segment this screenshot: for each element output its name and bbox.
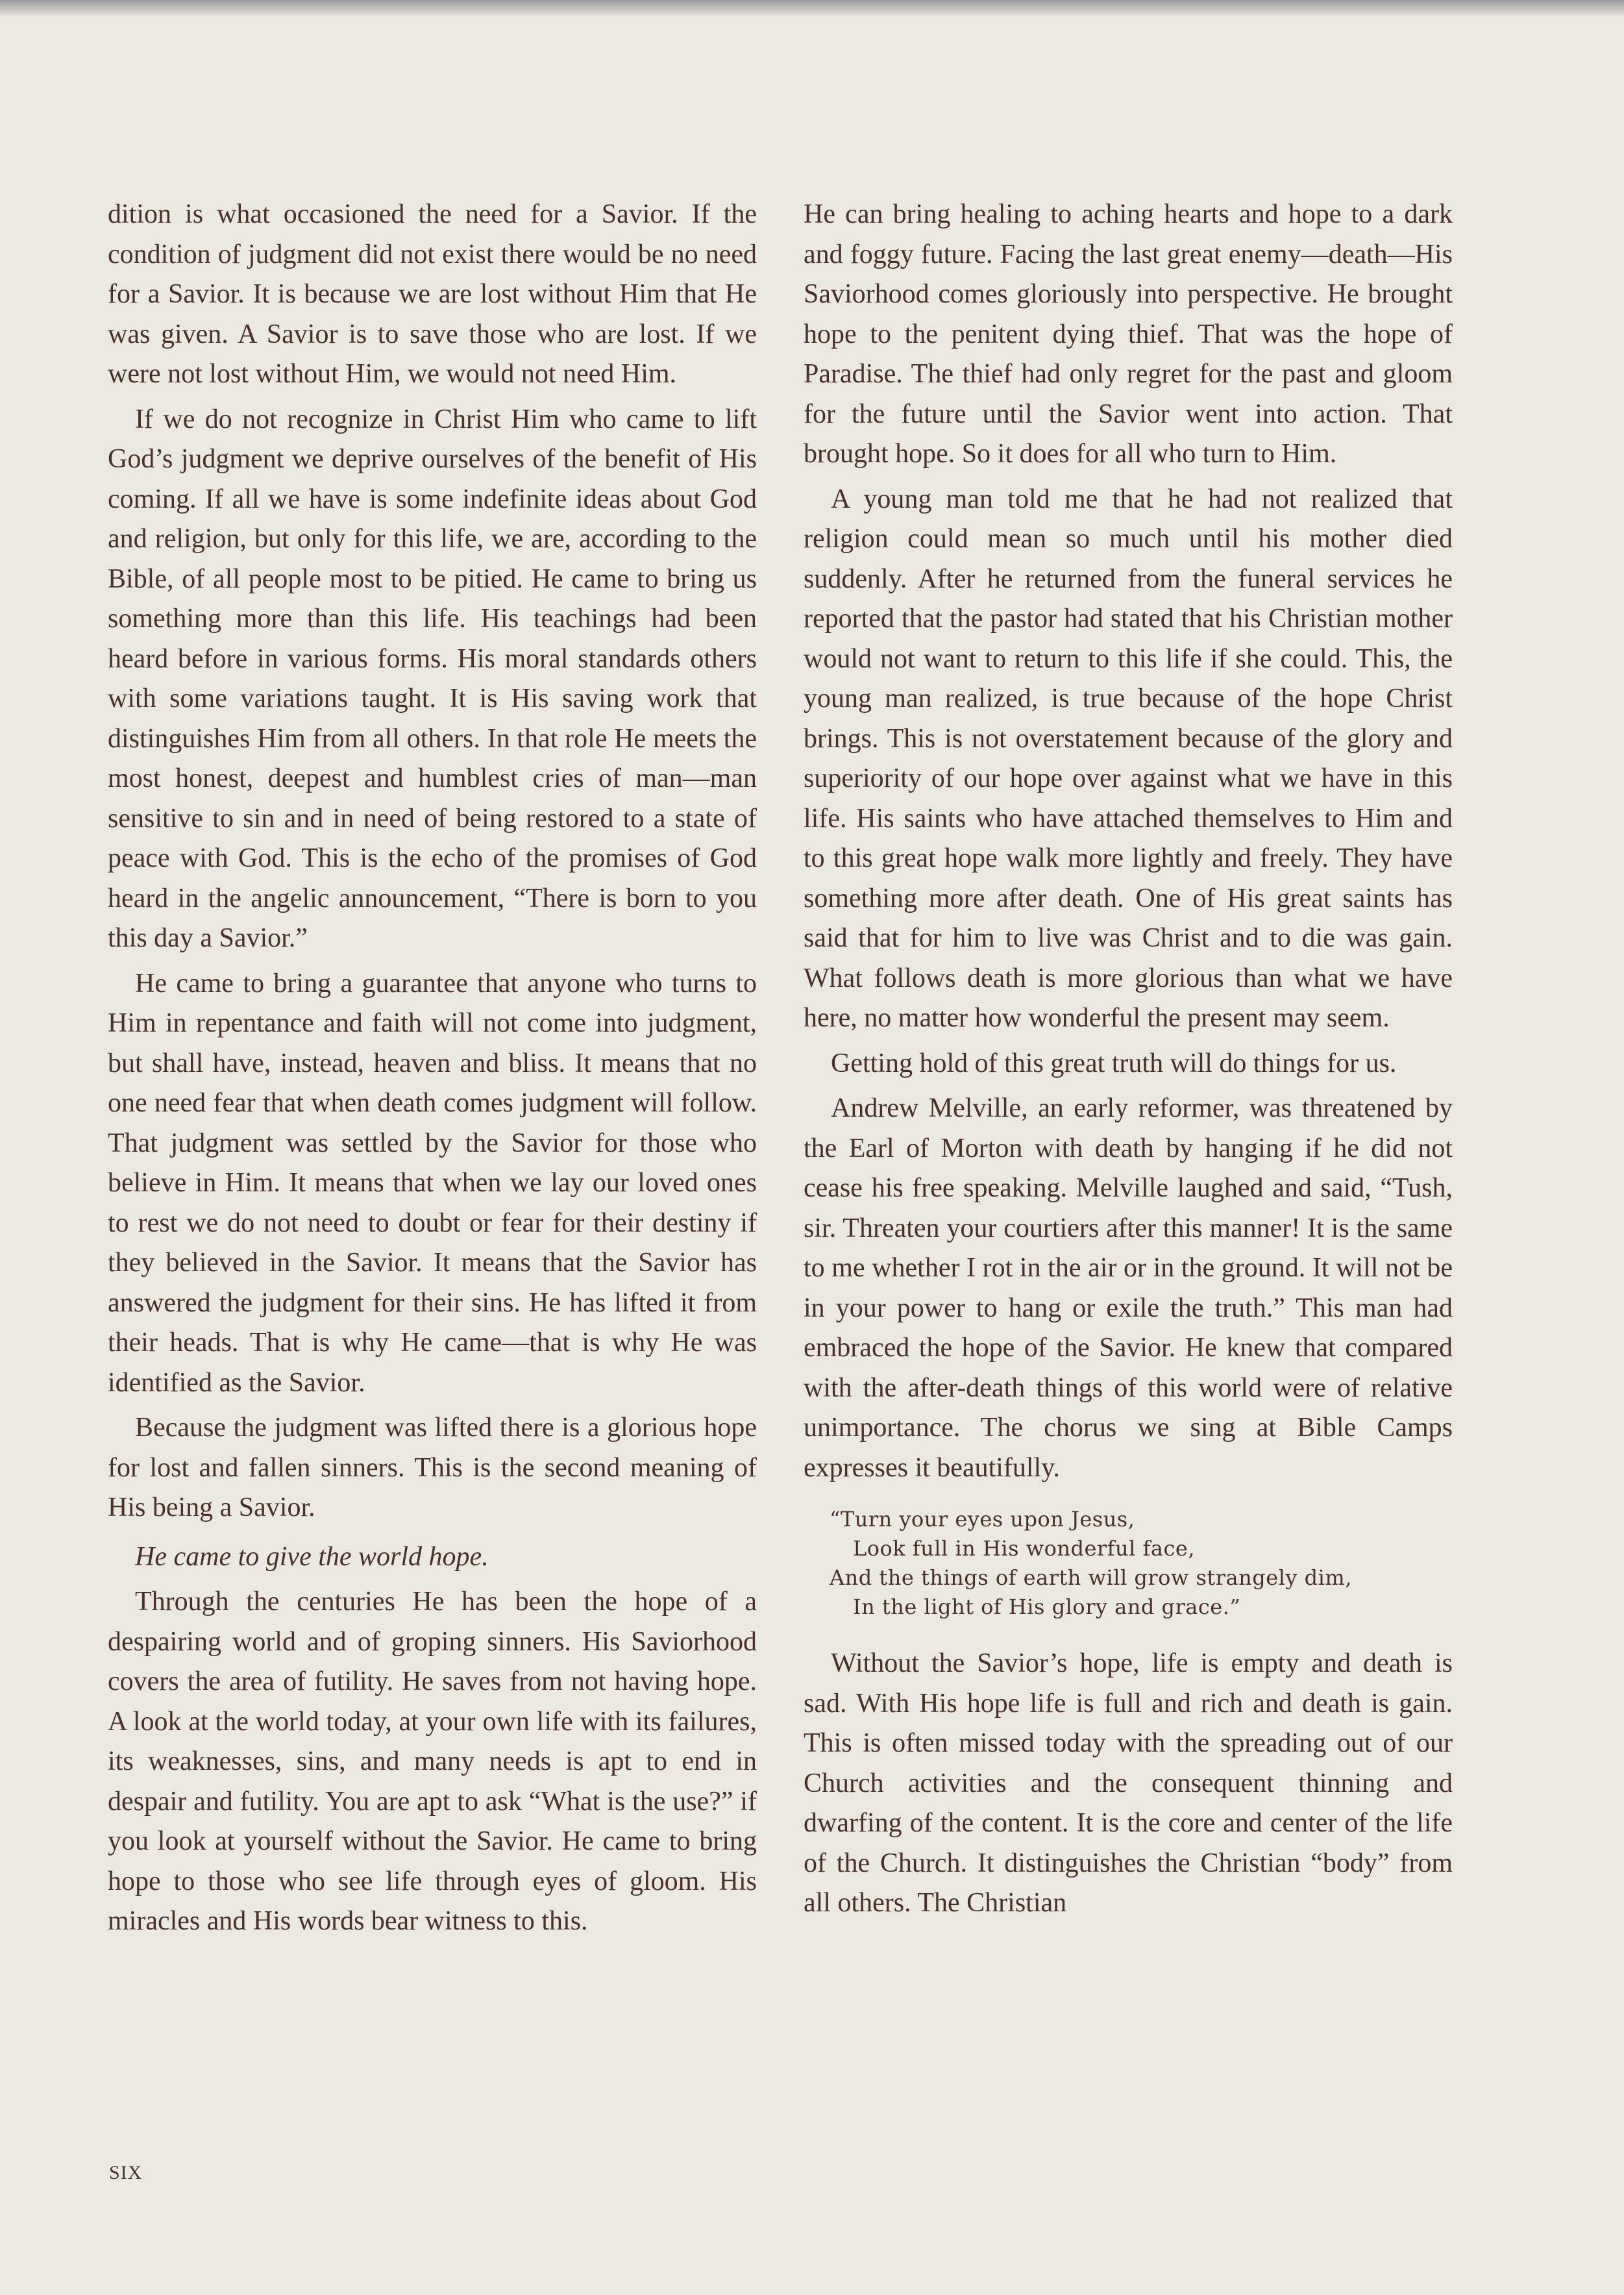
paragraph: Through the centuries He has been the hope of a despairing world and of groping sinners. His Saviorhood covers the area of futility. He saves from not having hope. A look at the world today, at your own life with its failures, its weaknesses, sins, and many needs is apt to end in despair and futility. You are apt to ask “What is the use?” if you look at yourself without the Savior. He came to bring hope to those who see life through eyes of gloom. His miracles and His words bear witness to this. xyxy=(108,1587,757,1936)
paragraph: Without the Savior’s hope, life is empty and death is sad. With His hope life is full and rich and death is gain. This is often missed today with the spreading out of our Church activities and the consequent thinning and dwarfing of the content. It is the core and center of the life of the Church. It distinguishes the Christian “body” from all others. The Christian xyxy=(804,1648,1453,1918)
paragraph: Getting hold of this great truth will do things for us. xyxy=(831,1048,1397,1078)
page-number: SIX xyxy=(109,2162,143,2183)
right-column xyxy=(804,195,1453,1929)
paragraph: dition is what occasioned the need for a Savior. If the condition of judgment did not exist there would be no need for a Savior. It is because we are lost without Him that He was given. A Savior is to save those who are lost. If we were not lost without Him, we would not need Him. xyxy=(108,199,757,389)
scan-top-edge xyxy=(0,0,1624,17)
left-column xyxy=(108,195,757,1947)
paragraph: A young man told me that he had not realized that religion could mean so much until his mother died suddenly. After he returned from the funeral services he reported that the pastor had stated that his Christian mother would not want to return to this life if she could. This, the young man realized, is true because of the hope Christ brings. This is not overstatement because of the glory and superiority of our hope over against what we have in this life. His saints who have attached themselves to Him and to this great hope walk more lightly and freely. They have something more after death. One of His great saints has said that for him to live was Christ and to die was gain. What follows death is more glorious than what we have here, no matter how wonderful the present may seem. xyxy=(804,484,1453,1033)
paragraph: Andrew Melville, an early reformer, was threatened by the Earl of Morton with death by hanging if he did not cease his free speaking. Melville laughed and said, “Tush, sir. Threaten your courtiers after this manner! It is the same to me whether I rot in the air or in the ground. It will not be in your power to hang or exile the truth.” This man had embraced the hope of the Savior. He knew that compared with the after-death things of this world were of relative unimportance. The chorus we sing at Bible Camps expresses it beautifully. xyxy=(804,1093,1453,1483)
section-heading: He came to give the world hope. xyxy=(135,1541,489,1572)
chorus-line: In the light of His glory and grace.” xyxy=(853,1594,1241,1619)
chorus-quote xyxy=(830,1505,1453,1622)
paragraph: He came to bring a guarantee that anyone who turns to Him in repentance and faith will not come into judgment, but shall have, instead, heaven and bliss. It means that no one need fear that when death comes judgment will follow. That judgment was settled by the Savior for those who believe in Him. It means that when we lay our loved ones to rest we do not need to doubt or fear for their destiny if they believed in the Savior. It means that the Savior has answered the judgment for their sins. He has lifted it from their heads. That is why He came—that is why He was identified as the Savior. xyxy=(108,968,757,1398)
paragraph: Because the judgment was lifted there is a glorious hope for lost and fallen sinners. This is the second meaning of His being a Savior. xyxy=(108,1413,757,1522)
chorus-line: And the things of earth will grow strangely dim, xyxy=(830,1565,1352,1590)
chorus-line: Look full in His wonderful face, xyxy=(853,1536,1195,1561)
chorus-line: “Turn your eyes upon Jesus, xyxy=(830,1507,1135,1532)
paragraph: He can bring healing to aching hearts and hope to a dark and foggy future. Facing the last great enemy—death—His Saviorhood comes gloriously into perspective. He brought hope to the penitent dying thief. That was the hope of Paradise. The thief had only regret for the past and gloom for the future until the Savior went into action. That brought hope. So it does for all who turn to Him. xyxy=(804,199,1453,469)
paragraph: If we do not recognize in Christ Him who came to lift God’s judgment we deprive ourselves of the benefit of His coming. If all we have is some indefinite ideas about God and religion, but only for this life, we are, according to the Bible, of all people most to be pitied. He came to bring us something more than this life. His teachings had been heard before in various forms. His moral standards others with some variations taught. It is His saving work that distinguishes Him from all others. In that role He meets the most honest, deepest and humblest cries of man—man sensitive to sin and in need of being restored to a state of peace with God. This is the echo of the promises of God heard in the angelic announcement, “There is born to you this day a Savior.” xyxy=(108,404,757,953)
